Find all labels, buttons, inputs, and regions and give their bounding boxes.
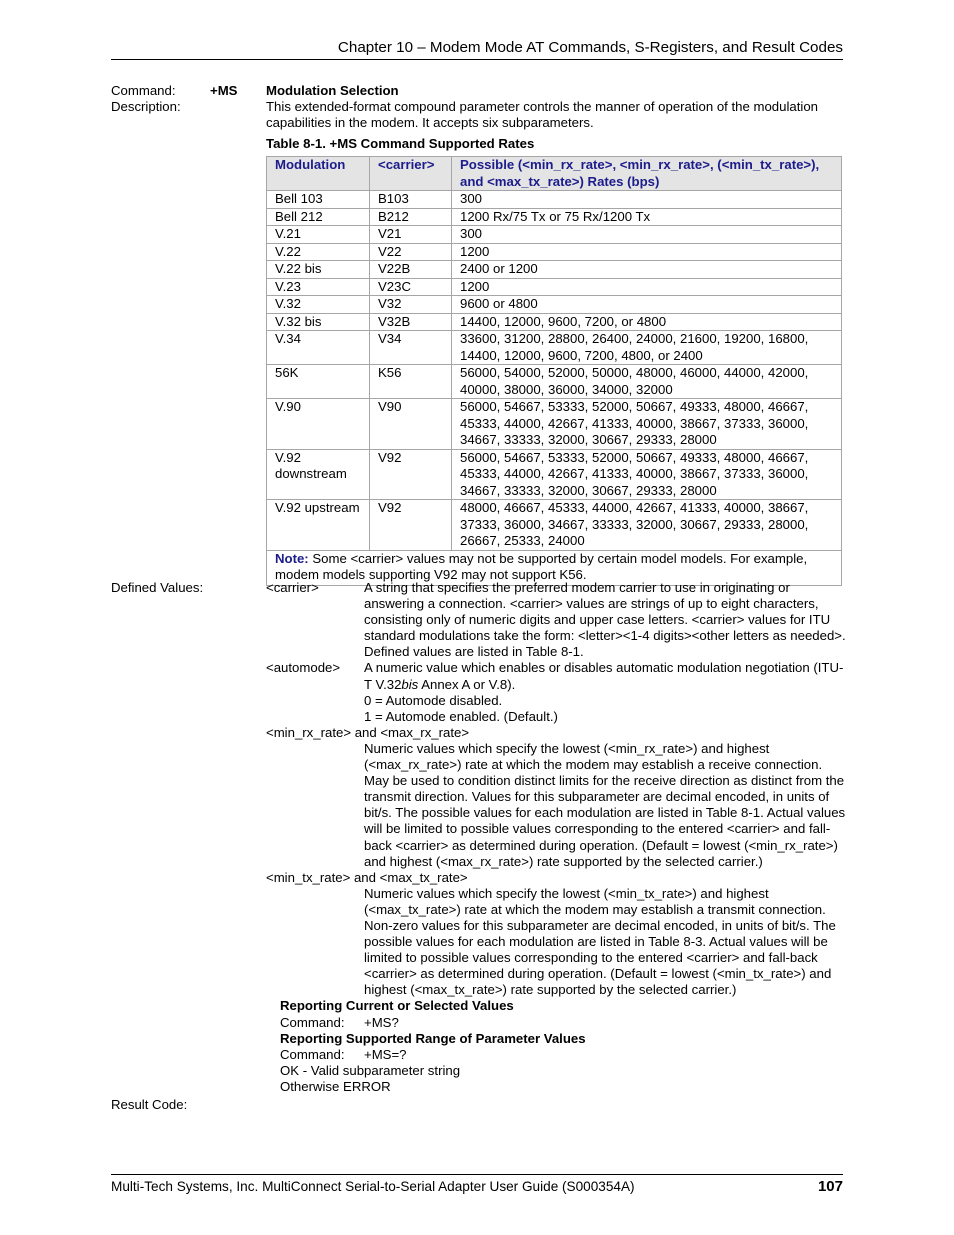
command-code: +MS xyxy=(210,83,238,98)
page-header: Chapter 10 – Modem Mode AT Commands, S-Registers, and Result Codes xyxy=(111,38,843,60)
def-tx-term: <min_tx_rate> and <max_tx_rate> xyxy=(266,869,468,885)
cell-carrier: V23C xyxy=(370,278,452,296)
cell-modulation: V.32 xyxy=(267,296,370,314)
reporting-range-command xyxy=(280,1047,846,1063)
cell-modulation: Bell 212 xyxy=(267,208,370,226)
description-label: Description: xyxy=(111,99,181,114)
cell-carrier: V32B xyxy=(370,313,452,331)
reporting-range-cmd: +MS=? xyxy=(364,1046,407,1062)
cell-modulation: V.92 downstream xyxy=(267,449,370,500)
cell-carrier: V32 xyxy=(370,296,452,314)
def-tx-text: Numeric values which specify the lowest (<min_tx_rate>) and highest (<max_tx_rate>) rate at which the modem may establish a transmit connection. Non-zero values for this subparameter are decimal encoded, in units of bit/s. The possible values for each modulation are listed in Table 8-3. Actual values will be limited to possible values corresponding to the entered <carrier> and fall-back <carrier> as determined during operation. (Default = lowest (<min_tx_rate>) and highest (<max_tx_rate>) rate supported by the selected carrier.) xyxy=(364,885,836,998)
cell-rates: 14400, 12000, 9600, 7200, or 4800 xyxy=(452,313,842,331)
header-rates: Possible (<min_rx_rate>, <min_rx_rate>, (<min_tx_rate>), and <max_tx_rate>) Rates (bps) xyxy=(452,157,842,191)
def-automode-text xyxy=(364,660,846,692)
cell-rates: 2400 or 1200 xyxy=(452,261,842,279)
table-row xyxy=(267,399,842,450)
cell-rates: 1200 xyxy=(452,278,842,296)
table-row xyxy=(267,226,842,244)
cell-carrier: V22B xyxy=(370,261,452,279)
automode-text-italic: bis xyxy=(401,676,419,692)
cell-carrier: B212 xyxy=(370,208,452,226)
def-carrier-term: <carrier> xyxy=(266,580,319,595)
reporting-current-command xyxy=(280,1015,846,1031)
cell-rates: 56000, 54667, 53333, 52000, 50667, 49333, 48000, 46667, 45333, 44000, 42667, 41333, 40000, 38667, 37333, 36000, 34667, 33333, 32000, 30667, 29333, 28000 xyxy=(452,449,842,500)
cell-rates: 56000, 54667, 53333, 52000, 50667, 49333, 48000, 46667, 45333, 44000, 42667, 41333, 40000, 38667, 37333, 36000, 34667, 33333, 32000, 30667, 29333, 28000 xyxy=(452,399,842,450)
note-text: Some <carrier> values may not be supported by certain model models. For example, modem models supporting V92 may not support K56. xyxy=(275,550,808,582)
def-automode-term: <automode> xyxy=(266,660,341,676)
table-header-row xyxy=(267,157,842,191)
def-rx-text: Numeric values which specify the lowest (<min_rx_rate>) and highest (<max_rx_rate>) rate at which the modem may establish a receive connection. May be used to condition distinct limits for the receive direction as distinct from the transmit direction. Values for this subparameter are decimal encoded, in units of bit/s. The possible values for each modulation are listed in Table 8-1. Actual values will be limited to possible values corresponding to the entered <carrier> and fall-back <carrier> as determined during operation. (Default = lowest (<min_rx_rate>) and highest (<max_rx_rate>) rate supported by the selected carrier.) xyxy=(364,740,846,869)
cell-carrier: V90 xyxy=(370,399,452,450)
page-number: 107 xyxy=(817,1178,843,1195)
result-code-label: Result Code: xyxy=(111,1097,188,1112)
table-row xyxy=(267,500,842,551)
table-row xyxy=(267,261,842,279)
command-name: Modulation Selection xyxy=(266,83,399,98)
cell-rates: 1200 xyxy=(452,243,842,261)
automode-text-part2: Annex A or V.8). xyxy=(418,676,516,692)
table-row xyxy=(267,313,842,331)
cell-carrier: V21 xyxy=(370,226,452,244)
def-automode-opt1: 1 = Automode enabled. (Default.) xyxy=(364,708,558,724)
cell-modulation: 56K xyxy=(267,365,370,399)
result-line1: OK - Valid subparameter string xyxy=(280,1062,461,1078)
page-footer xyxy=(111,1174,843,1196)
def-automode-body xyxy=(364,660,846,724)
cell-carrier: V34 xyxy=(370,331,452,365)
cell-carrier: K56 xyxy=(370,365,452,399)
reporting-range-label: Command: xyxy=(280,1046,345,1062)
cell-rates: 300 xyxy=(452,226,842,244)
def-automode-opt0: 0 = Automode disabled. xyxy=(364,692,503,708)
reporting-current-cmd: +MS? xyxy=(364,1014,399,1030)
cell-modulation: V.32 bis xyxy=(267,313,370,331)
cell-modulation: Bell 103 xyxy=(267,191,370,209)
table-row xyxy=(267,365,842,399)
cell-rates: 300 xyxy=(452,191,842,209)
table-row xyxy=(267,208,842,226)
table-row xyxy=(267,278,842,296)
reporting-range-heading: Reporting Supported Range of Parameter Values xyxy=(280,1030,586,1046)
cell-carrier: V92 xyxy=(370,500,452,551)
cell-modulation: V.90 xyxy=(267,399,370,450)
cell-carrier: V92 xyxy=(370,449,452,500)
table-caption: Table 8-1. +MS Command Supported Rates xyxy=(266,136,535,151)
table-row xyxy=(267,191,842,209)
command-label: Command: xyxy=(111,83,176,98)
cell-modulation: V.22 xyxy=(267,243,370,261)
cell-rates: 56000, 54000, 52000, 50000, 48000, 46000, 44000, 42000, 40000, 38000, 36000, 34000, 32000 xyxy=(452,365,842,399)
cell-modulation: V.34 xyxy=(267,331,370,365)
rates-table xyxy=(266,156,842,586)
reporting-current-label: Command: xyxy=(280,1014,345,1030)
def-carrier xyxy=(266,580,846,660)
def-automode xyxy=(266,660,846,724)
cell-rates: 48000, 46667, 45333, 44000, 42667, 41333, 40000, 38667, 37333, 36000, 34667, 33333, 32000, 30667, 29333, 28000, 26667, 25333, 24000 xyxy=(452,500,842,551)
cell-modulation: V.22 bis xyxy=(267,261,370,279)
cell-carrier: B103 xyxy=(370,191,452,209)
header-modulation: Modulation xyxy=(267,157,370,191)
reporting-current-heading: Reporting Current or Selected Values xyxy=(280,998,514,1014)
header-carrier: <carrier> xyxy=(370,157,452,191)
description-text: This extended-format compound parameter controls the manner of operation of the modulation capabilities in the modem. It accepts six subparameters. xyxy=(266,99,818,131)
automode-text-part1: A numeric value which enables or disables automatic modulation negotiation (ITU-T V.32 xyxy=(364,660,844,692)
result-line2: Otherwise ERROR xyxy=(280,1078,391,1094)
table-row xyxy=(267,449,842,500)
cell-modulation: V.23 xyxy=(267,278,370,296)
table-row xyxy=(267,296,842,314)
defined-values xyxy=(266,580,846,1095)
footer-text: Multi-Tech Systems, Inc. MultiConnect Serial-to-Serial Adapter User Guide (S000354A) xyxy=(111,1179,635,1194)
cell-modulation: V.92 upstream xyxy=(267,500,370,551)
cell-carrier: V22 xyxy=(370,243,452,261)
defined-values-label: Defined Values: xyxy=(111,580,204,595)
def-carrier-text: A string that specifies the preferred modem carrier to use in originating or answering a connection. <carrier> values are strings of up to eight characters, consisting only of numeric digits and upper case letters. <carrier> values for ITU standard modulations take the form: <letter><1-4 digits><other letters as needed>. Defined values are listed in Table 8-1. xyxy=(364,580,846,660)
cell-rates: 33600, 31200, 28800, 26400, 24000, 21600, 19200, 16800, 14400, 12000, 9600, 7200, 4800, or 2400 xyxy=(452,331,842,365)
cell-modulation: V.21 xyxy=(267,226,370,244)
cell-rates: 1200 Rx/75 Tx or 75 Rx/1200 Tx xyxy=(452,208,842,226)
table-row xyxy=(267,243,842,261)
def-rx-term: <min_rx_rate> and <max_rx_rate> xyxy=(266,724,470,740)
note-label: Note: xyxy=(275,550,309,566)
cell-rates: 9600 or 4800 xyxy=(452,296,842,314)
table-row xyxy=(267,331,842,365)
